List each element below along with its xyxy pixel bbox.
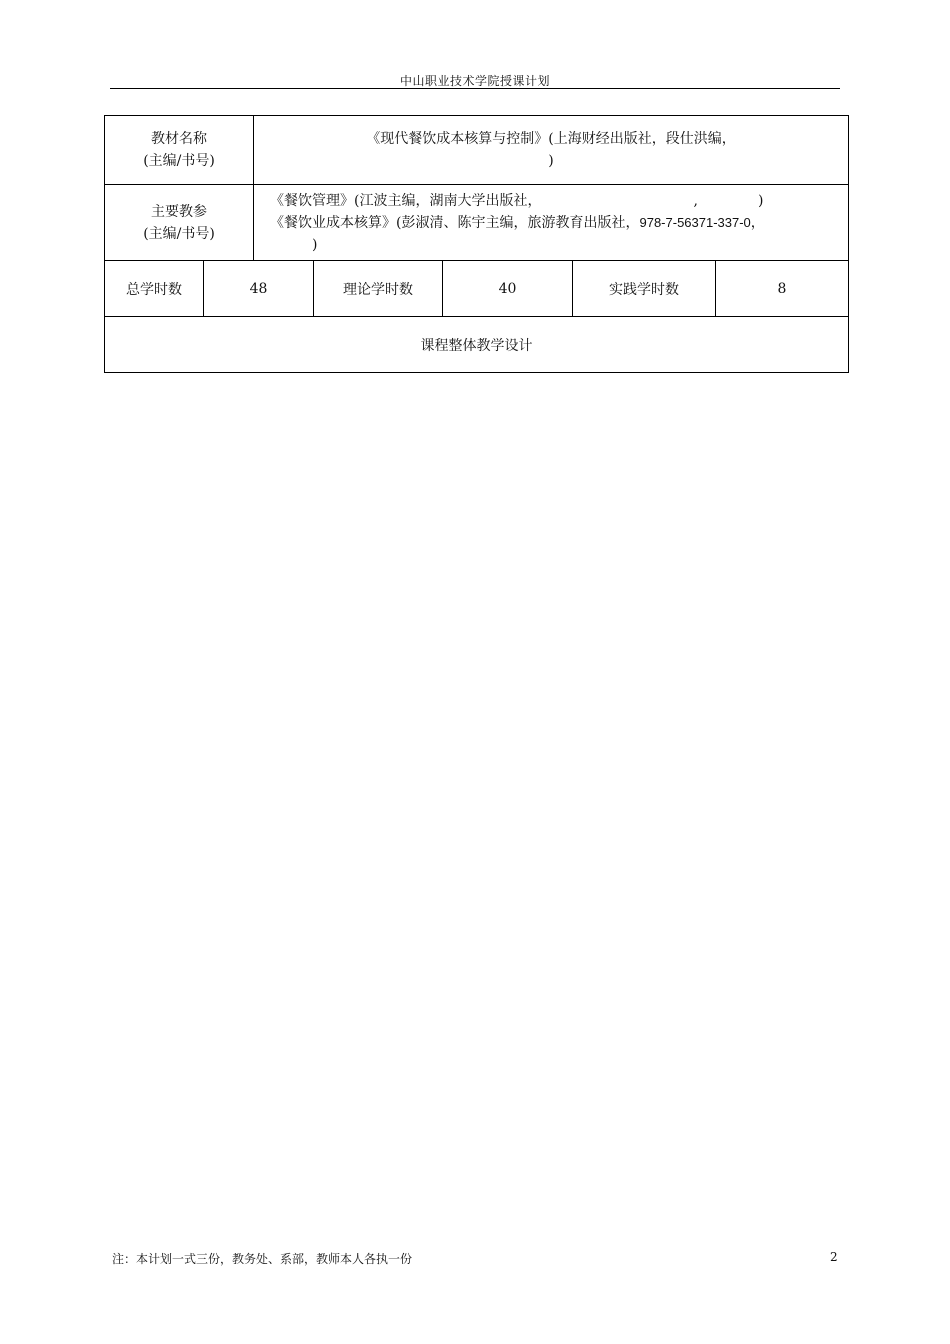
- references-value-cell: [254, 185, 849, 261]
- header-rule: [110, 88, 840, 89]
- reference-item-2-close: ): [312, 236, 318, 253]
- textbook-label-sub: (主编/书号): [143, 153, 215, 169]
- textbook-value-cell: [254, 116, 849, 185]
- textbook-row: [105, 116, 849, 185]
- references-label-cell: [105, 185, 254, 261]
- course-design-heading: 课程整体教学设计: [105, 317, 849, 373]
- reference-2-comma: ，: [750, 214, 765, 231]
- total-hours-value: 48: [204, 261, 314, 317]
- reference-item-1: [270, 190, 844, 212]
- total-hours-label: 总学时数: [105, 261, 204, 317]
- teaching-plan-table: [104, 115, 849, 373]
- textbook-label: 教材名称: [151, 131, 207, 147]
- references-label-sub: (主编/书号): [143, 225, 215, 242]
- practice-hours-label: 实践学时数: [573, 261, 716, 317]
- textbook-title-close: ): [548, 153, 554, 169]
- textbook-title: 《现代餐饮成本核算与控制》(上海财经出版社，段仕洪编，: [366, 131, 736, 147]
- theory-hours-label: 理论学时数: [314, 261, 443, 317]
- reference-1-comma: ,: [693, 192, 698, 209]
- footer-note: 注：本计划一式三份，教务处、系部，教师本人各执一份: [112, 1252, 413, 1266]
- design-row: [105, 317, 849, 373]
- reference-2-isbn: 978-7-56371-337-0: [639, 214, 751, 230]
- reference-1-close: ): [757, 192, 764, 209]
- theory-hours-value: 40: [443, 261, 573, 317]
- page-header-title: 中山职业技术学院授课计划: [399, 74, 550, 88]
- references-row: [105, 185, 849, 261]
- reference-item-2: [270, 212, 844, 234]
- hours-row: [105, 261, 849, 317]
- page-number: 2: [830, 1250, 838, 1264]
- textbook-label-cell: [105, 116, 254, 185]
- reference-2-text: 《餐饮业成本核算》(彭淑清、陈宇主编，旅游教育出版社，: [270, 214, 640, 231]
- reference-1-text: 《餐饮管理》(江波主编，湖南大学出版社，: [270, 192, 542, 209]
- references-label: 主要教参: [151, 203, 207, 220]
- practice-hours-value: 8: [716, 261, 849, 317]
